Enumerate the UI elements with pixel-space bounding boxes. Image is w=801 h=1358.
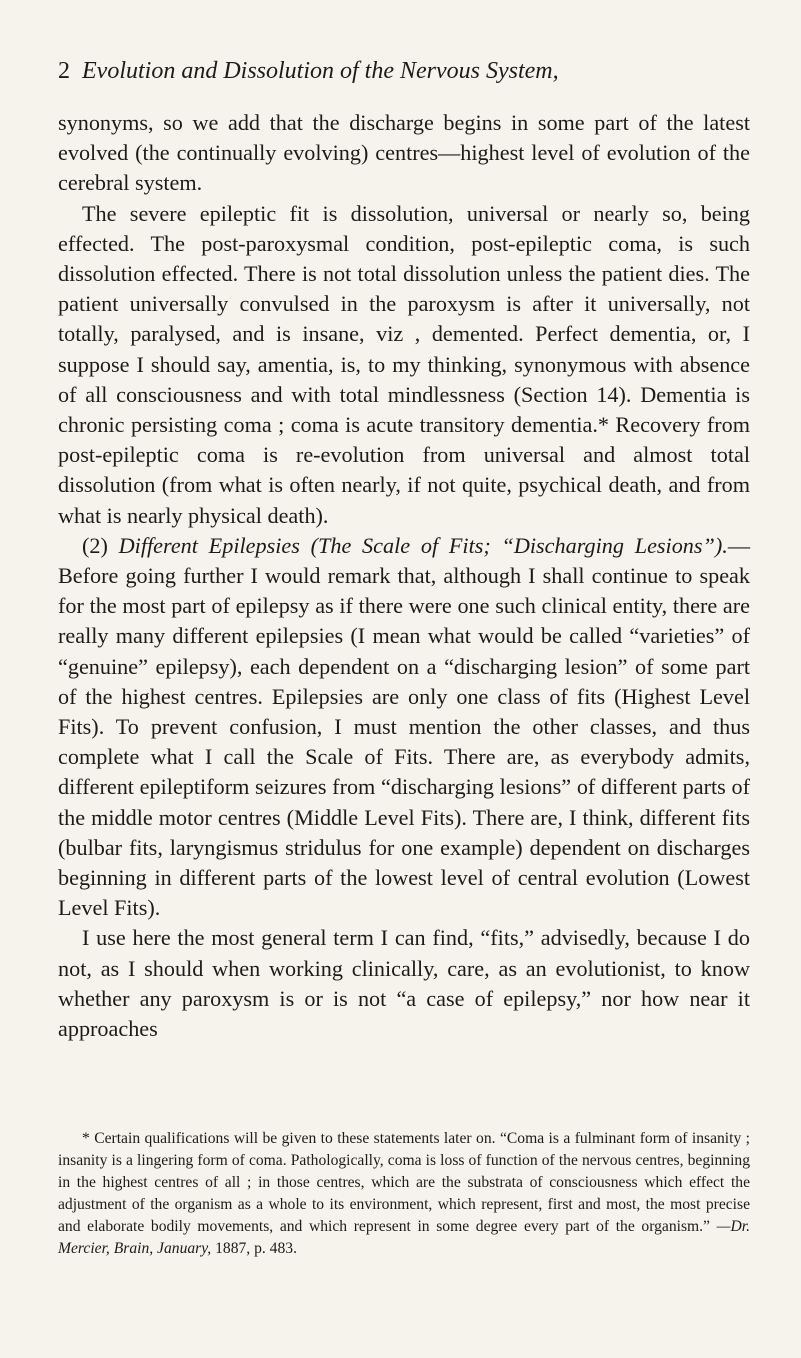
body-text: [58, 108, 750, 1044]
section-text: —Before going further I would remark that, although I shall continue to speak for the most part of epilepsy as if there were one such clinical entity, there are really many different epilepsies (I mean what would be called “varieties” of “genuine” epilepsy), each dependent on a “discharging lesion” of some part of the highest centres. Epilepsies are only one class of fits (Highest Level Fits). To prevent confusion, I must mention the other classes, and thus complete what I call the Scale of Fits. There are, as everybody admits, different epileptiform seizures from “discharging lesions” of different parts of the middle motor centres (Middle Level Fits). There are, I think, different fits (bulbar fits, laryngismus stridulus for one example) dependent on discharges beginning in different parts of the lowest level of central evolution (Lowest Level Fits).: [58, 532, 751, 921]
page-header: [58, 58, 748, 94]
running-title: Evolution and Dissolution of the Nervous System,: [82, 58, 559, 84]
footnote-text: * Certain qualifications will be given to these statements later on. “Coma is a fulminant form of insanity ; insanity is a lingering form of coma. Pathologically, coma is loss of function of the nervous centres, beginning in the highest centres of all ; in those centres, which are the substrata of consciousness which effect the adjustment of the organism as a whole to its environment, which represent, first and most, the most precise and elaborate bodily movements, and which represent in some degree every part of the organism.”: [58, 1130, 750, 1235]
footnote-paragraph: [58, 1128, 750, 1260]
footnote: [58, 1128, 750, 1260]
footnote-journal: Brain, January,: [113, 1240, 212, 1257]
page-number: 2: [58, 58, 70, 84]
section-heading: Different Epilepsies (The Scale of Fits; “Discharging Lesions”).: [118, 532, 728, 558]
paragraph-fits-term: I use here the most general term I can find, “fits,” advisedly, because I do not, as I should when working clinically, care, as an evolutionist, to know whether any paroxysm is or is not “a case of epilepsy,” nor how near it approaches: [58, 925, 750, 1042]
paragraph-different-epilepsies: [58, 531, 750, 924]
footnote-citation: 1887, p. 483.: [215, 1240, 297, 1257]
footnote-author: —Dr. Mercier,: [58, 1218, 750, 1257]
section-number: (2): [82, 532, 108, 558]
paragraph-continued: synonyms, so we add that the discharge begins in some part of the latest evolved (the continually evolving) centres—highest level of evolution of the cerebral system.: [58, 110, 750, 196]
paragraph-severe-fit: The severe epileptic fit is dissolution, universal or nearly so, being effected. The post-paroxysmal condition, post-epileptic coma, is such dissolution effected. There is not total dissolution unless the patient dies. The patient universally convulsed in the paroxysm is after it universally, not totally, paralysed, and is insane, viz , demented. Perfect dementia, or, I suppose I should say, amentia, is, to my thinking, synonymous with absence of all consciousness and with total mindlessness (Section 14). Dementia is chronic persisting coma ; coma is acute transitory dementia.* Recovery from post-epileptic coma is re-evolution from universal and almost total dissolution (from what is often nearly, if not quite, psychical death, and from what is nearly physical death).: [58, 200, 750, 528]
